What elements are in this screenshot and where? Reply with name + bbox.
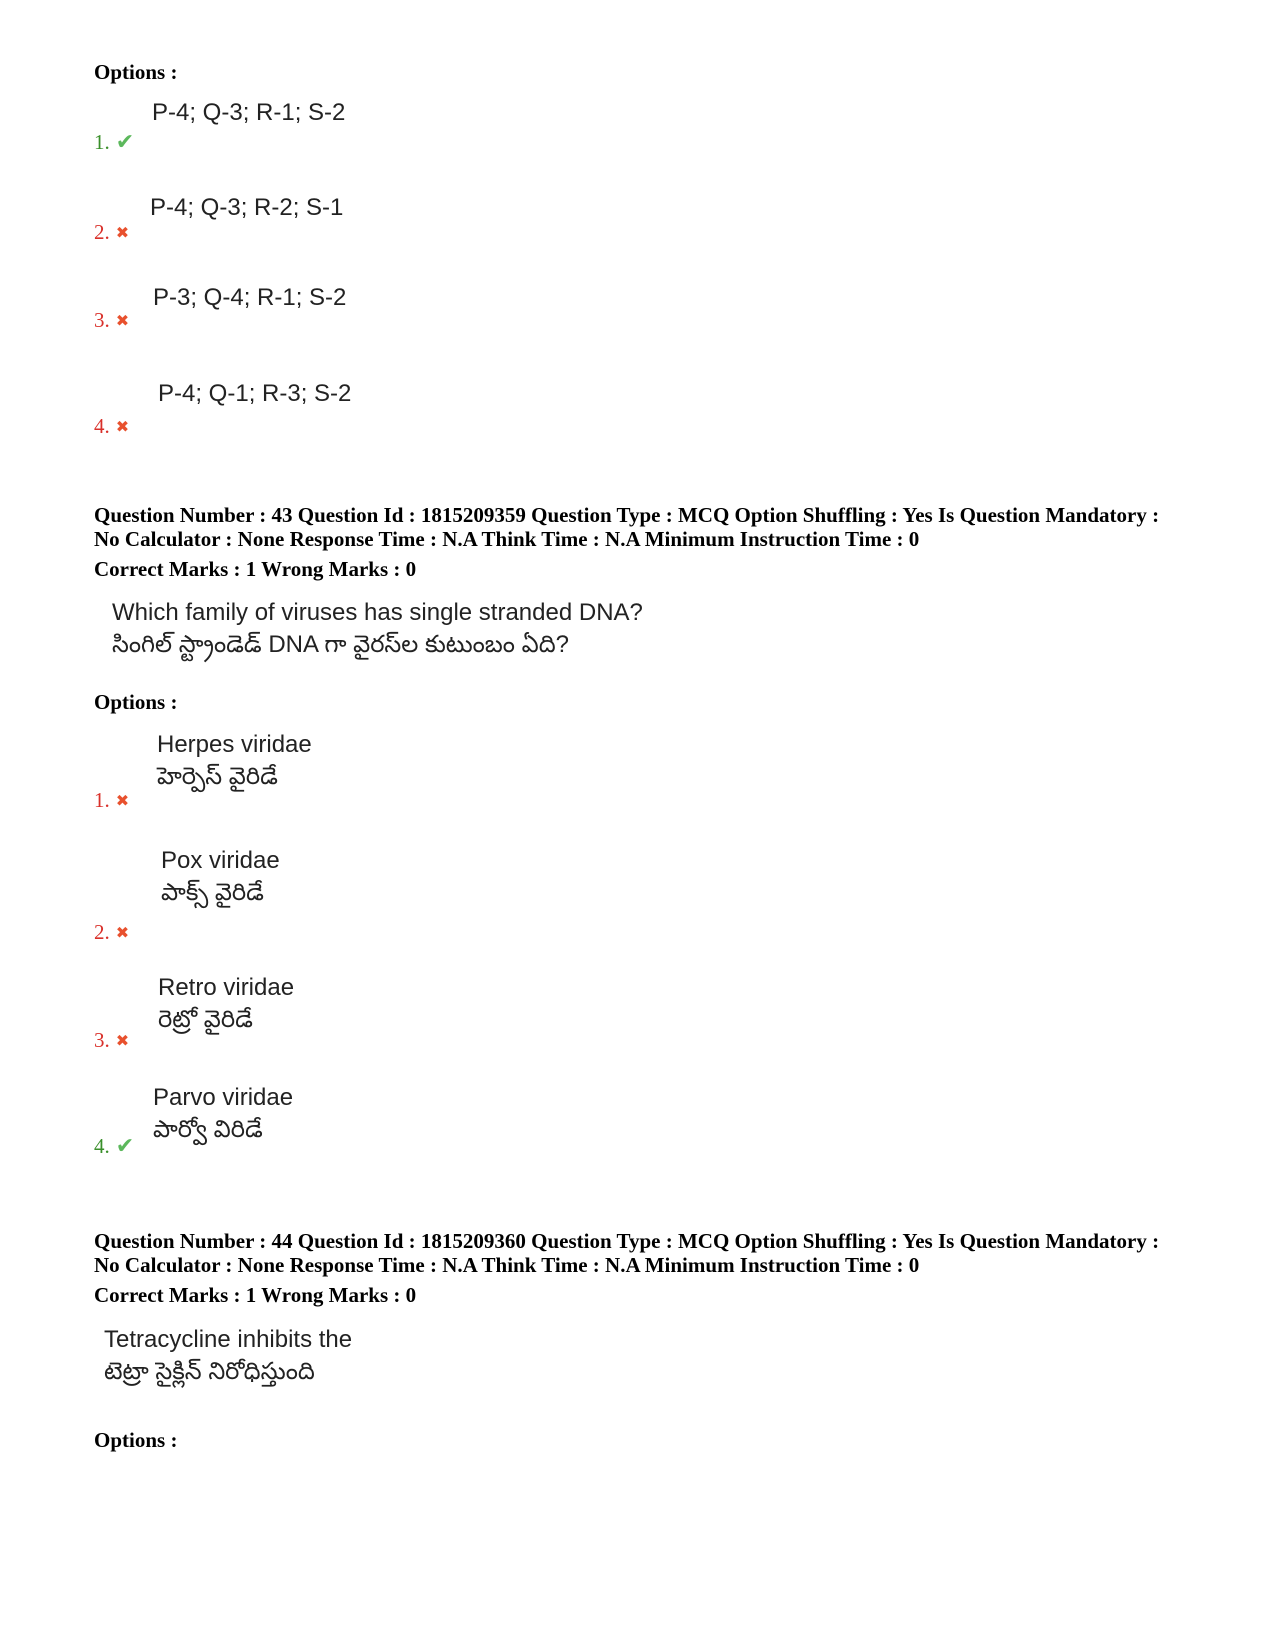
option-1-number — [94, 130, 134, 155]
option-3-number — [94, 308, 129, 333]
option-number: 1. — [94, 788, 110, 812]
check-icon: ✔ — [115, 129, 135, 155]
option-2-number — [94, 220, 129, 245]
option-number: 3. — [94, 1028, 110, 1052]
options-heading: Options : — [94, 1428, 178, 1452]
option-2-text: P-4; Q-3; R-2; S-1 — [150, 194, 344, 221]
q43-option-2-te: పాక్స్ వైరిడే — [161, 879, 264, 906]
cross-icon: ✖ — [115, 310, 130, 330]
check-icon: ✔ — [115, 1133, 135, 1159]
question-43-text-te: సింగిల్ స్ట్రాండెడ్ DNA గా వైరస్‌ల కుటుంబం ఏది? — [112, 631, 569, 658]
option-number: 4. — [94, 1134, 110, 1158]
question-44-marks: Correct Marks : 1 Wrong Marks : 0 — [94, 1283, 417, 1307]
cross-icon: ✖ — [115, 1030, 130, 1050]
q43-option-2-en: Pox viridae — [161, 847, 280, 874]
cross-icon: ✖ — [115, 416, 130, 436]
cross-icon: ✖ — [115, 790, 130, 810]
q43-option-4-en: Parvo viridae — [153, 1084, 294, 1111]
options-heading: Options : — [94, 690, 178, 714]
option-number: 4. — [94, 414, 110, 438]
question-44-meta-line-1: Question Number : 44 Question Id : 1815209360 Question Type : MCQ Option Shuffling : Yes Is Question Mandatory : — [94, 1229, 1160, 1253]
question-44-text-en: Tetracycline inhibits the — [104, 1326, 353, 1353]
q43-option-2-number — [94, 920, 129, 945]
question-43-meta-line-1: Question Number : 43 Question Id : 1815209359 Question Type : MCQ Option Shuffling : Yes Is Question Mandatory : — [94, 503, 1160, 527]
question-43-marks: Correct Marks : 1 Wrong Marks : 0 — [94, 557, 417, 581]
option-number: 3. — [94, 308, 110, 332]
q43-option-1-en: Herpes viridae — [157, 731, 312, 758]
q43-option-3-number — [94, 1028, 129, 1053]
option-3-text: P-3; Q-4; R-1; S-2 — [153, 284, 347, 311]
option-number: 2. — [94, 220, 110, 244]
question-43-meta-line-2: No Calculator : None Response Time : N.A Think Time : N.A Minimum Instruction Time : 0 — [94, 527, 920, 551]
q43-option-1-te: హెర్పెస్ వైరిడే — [157, 763, 278, 790]
cross-icon: ✖ — [115, 922, 130, 942]
question-44-meta-line-2: No Calculator : None Response Time : N.A Think Time : N.A Minimum Instruction Time : 0 — [94, 1253, 920, 1277]
option-4-number — [94, 414, 129, 439]
cross-icon: ✖ — [115, 222, 130, 242]
option-4-text: P-4; Q-1; R-3; S-2 — [158, 380, 352, 407]
q43-option-3-te: రెట్రో వైరిడే — [158, 1006, 253, 1033]
options-heading: Options : — [94, 60, 178, 84]
q43-option-3-en: Retro viridae — [158, 974, 295, 1001]
option-number: 2. — [94, 920, 110, 944]
q43-option-1-number — [94, 788, 129, 813]
option-number: 1. — [94, 130, 110, 154]
q43-option-4-te: పార్వో విరిడే — [153, 1116, 263, 1143]
question-43-text-en: Which family of viruses has single stranded DNA? — [112, 599, 643, 626]
question-44-text-te: టెట్రా సైక్లిన్ నిరోధిస్తుంది — [104, 1358, 315, 1385]
option-1-text: P-4; Q-3; R-1; S-2 — [152, 99, 346, 126]
q43-option-4-number — [94, 1134, 134, 1159]
